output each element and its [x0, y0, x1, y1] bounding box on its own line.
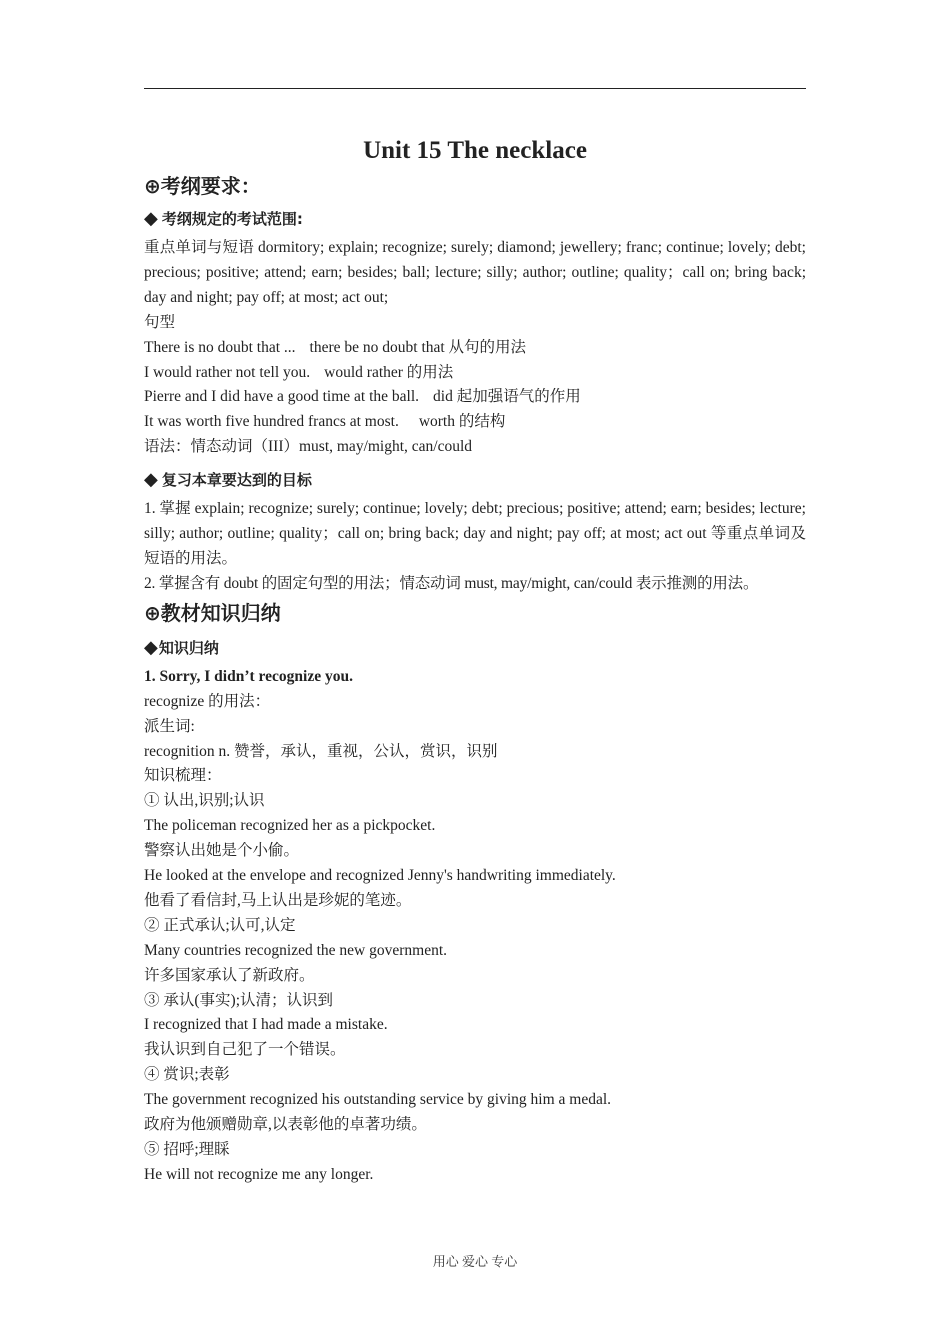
diamond-bullet-icon: ◆ — [144, 469, 158, 491]
pattern-text: There is no doubt that ... — [144, 338, 296, 356]
content-line: ② 正式承认;认可,认定 — [144, 916, 296, 934]
content-line: 警察认出她是个小偷。 — [144, 842, 300, 860]
patterns-label: 句型 — [144, 313, 176, 331]
content-line: recognize 的用法： — [144, 692, 271, 710]
pattern-note: would rather 的用法 — [324, 363, 454, 381]
document-body — [144, 132, 806, 1188]
pattern-note: there be no doubt that 从句的用法 — [309, 338, 527, 356]
pattern-text: It was worth five hundred francs at most. — [144, 413, 399, 431]
content-line: The policeman recognized her as a pickpocket. — [144, 817, 436, 835]
goal-1: 1. 掌握 explain; recognize; surely; continue; lovely; debt; precious; positive; attend; earn; besides; lecture; silly; author; outline; quality；call on; bring back; day and night; pay off; at most; act out 等重点单词及短语的用法。 — [144, 500, 806, 567]
pattern-line — [144, 336, 806, 361]
header-rule — [144, 88, 806, 89]
subheading-exam-scope — [144, 203, 806, 236]
content-line: ① 认出,识别;认识 — [144, 792, 265, 810]
content-line: ⑤ 招呼;理睬 — [144, 1141, 230, 1158]
content-line: 许多国家承认了新政府。 — [144, 966, 315, 984]
content-line: The government recognized his outstanding service by giving him a medal. — [144, 1091, 612, 1109]
grammar-line: 语法：情态动词（III）must, may/might, can/could — [144, 438, 473, 456]
pattern-text: Pierre and I did have a good time at the ball. — [144, 388, 420, 406]
pattern-note: did 起加强语气的作用 — [433, 388, 581, 406]
subheading-knowledge — [144, 630, 806, 665]
vocab-paragraph: 重点单词与短语 dormitory; explain; recognize; surely; diamond; jewellery; franc; continue; lovely; debt; precious; positive; attend; earn; besides; ball; lecture; silly; author; outline; quality；call on; bring back; day and night; pay off; at most; act out; — [144, 239, 806, 306]
page-title: Unit 15 The necklace — [363, 137, 587, 164]
subheading-knowledge-label: 知识归纳 — [158, 638, 219, 657]
subheading-review-goals — [144, 460, 806, 497]
subheading-review-goals-label: 复习本章要达到的目标 — [161, 471, 312, 490]
content-line: 他看了看信封,马上认出是珍妮的笔迹。 — [144, 891, 412, 909]
pattern-line — [144, 410, 806, 435]
pattern-line — [144, 385, 806, 410]
content-line: ③ 承认(事实);认清；认识到 — [144, 991, 334, 1009]
content-line: He will not recognize me any longer. — [144, 1165, 374, 1183]
section-heading-knowledge-summary: ⊕教材知识归纳 — [144, 600, 281, 625]
content-line: Many countries recognized the new government. — [144, 941, 448, 959]
content-line: ④ 赏识;表彰 — [144, 1066, 230, 1084]
point-title: 1. Sorry, I didn’t recognize you. — [144, 667, 353, 685]
diamond-bullet-icon: ◆ — [144, 208, 158, 229]
content-line: He looked at the envelope and recognized Jenny's handwriting immediately. — [144, 867, 616, 885]
content-line: 我认识到自己犯了一个错误。 — [144, 1041, 346, 1059]
diamond-bullet-icon: ◆ — [144, 636, 158, 658]
goal-2: 2. 掌握含有 doubt 的固定句型的用法；情态动词 must, may/might, can/could 表示推测的用法。 — [144, 574, 759, 592]
content-line: 知识梳理： — [144, 767, 222, 785]
content-line: 政府为他颁赠勋章,以表彰他的卓著功绩。 — [144, 1116, 427, 1134]
page-footer: 用心 爱心 专心 — [432, 1254, 518, 1269]
pattern-text: I would rather not tell you. — [144, 363, 311, 381]
pattern-line — [144, 361, 806, 386]
content-line: I recognized that I had made a mistake. — [144, 1016, 388, 1034]
content-line: 派生词: — [144, 717, 195, 735]
pattern-note: worth 的结构 — [418, 413, 506, 431]
subheading-exam-scope-label: 考纲规定的考试范围: — [161, 210, 303, 228]
section-heading-exam-requirements: ⊕考纲要求： — [144, 174, 261, 198]
content-line: recognition n. 赞誉，承认，重视，公认，赏识，识别 — [144, 742, 498, 760]
